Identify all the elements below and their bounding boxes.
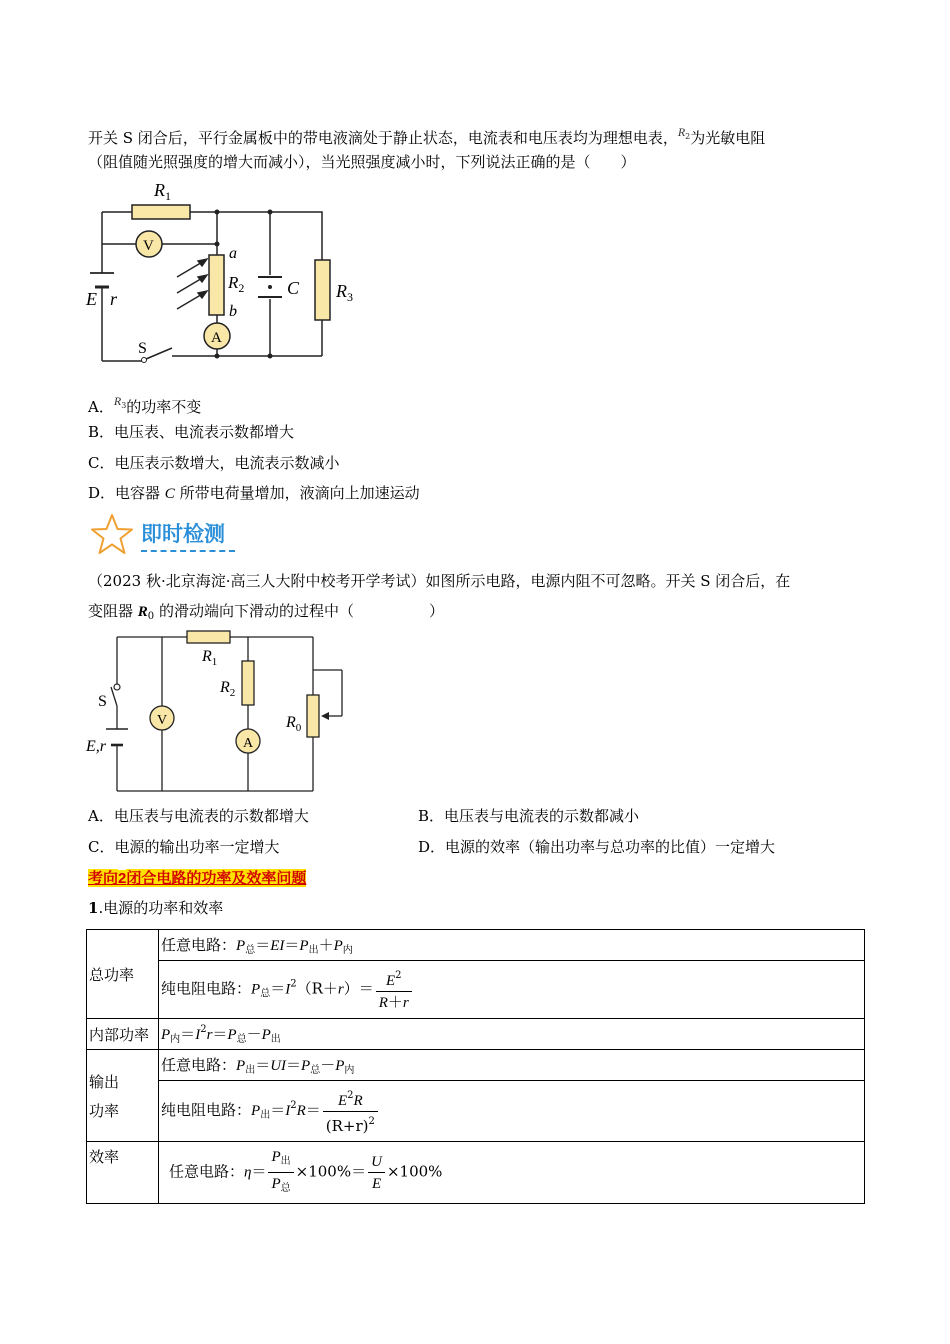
output-power-pure: 纯电阻电路：$P_出=I^2R=$ $\frac{E^2R}{(R+r)^2}$ <box>159 1081 865 1142</box>
r2-resistor <box>242 661 254 705</box>
droplet-dot <box>268 285 272 289</box>
svg-text:E,r: E,r <box>86 738 106 755</box>
q1-stem-line1: 开关 S 闭合后，平行金属板中的带电液滴处于静止状态，电流表和电压表均为理想电表，$^{R2}$为光敏电阻 <box>88 125 766 147</box>
q1-stem-line2: （阻值随光照强度的增大而减小），当光照强度减小时，下列说法正确的是（ ） <box>88 153 636 171</box>
svg-text:C: C <box>287 278 300 298</box>
q1-option-a[interactable]: A．$^{R3}$的功率不变 <box>88 394 202 416</box>
svg-text:S: S <box>138 340 147 357</box>
svg-text:E: E <box>86 289 97 309</box>
total-power-label: 总功率 <box>87 930 159 1019</box>
q2-option-b[interactable]: B．电压表与电流表的示数都减小 <box>418 807 640 825</box>
svg-text:r: r <box>110 289 118 309</box>
total-power-any: 任意电路：$P_总=EI=P_出+P_内$ <box>159 930 865 961</box>
svg-text:R2: $R_2$ <box>228 273 245 295</box>
efficiency-label: 效率 <box>87 1142 159 1204</box>
svg-text:R2: $R_2$ <box>220 679 236 699</box>
power-efficiency-table <box>86 929 865 1204</box>
efficiency-formula: 任意电路：η＝ $\frac{P_出}{P_总}$ ×100%＝ $\frac{U}{E}$ ×100% <box>159 1142 865 1204</box>
q2-option-d[interactable]: D．电源的效率（输出功率与总功率的比值）一定增大 <box>418 838 776 856</box>
svg-text:b: b <box>229 303 237 320</box>
rheostat-slider-arrow <box>321 712 329 720</box>
q2-stem-line2: 变阻器 $R_0$ 的滑动端向下滑动的过程中（ ） <box>88 602 444 622</box>
banner-underline <box>141 550 235 552</box>
svg-text:S: S <box>98 693 107 710</box>
internal-power-formula: $P_内=I^2r=P_总-P_出$ <box>159 1019 865 1050</box>
banner-title: 即时检测 <box>141 522 225 546</box>
r1-resistor <box>132 205 190 219</box>
section-heading: 考向2闭合电路的功率及效率问题 <box>88 869 307 887</box>
svg-text:V: V <box>157 713 168 728</box>
light-arrows <box>177 259 207 309</box>
star-icon <box>88 512 136 558</box>
r3-resistor <box>315 260 330 320</box>
q2-circuit-diagram <box>80 625 370 795</box>
q1-option-b[interactable]: B．电压表、电流表示数都增大 <box>88 423 295 441</box>
svg-text:R3: $R_3$ <box>336 281 353 304</box>
q2-stem-line1: （2023 秋·北京海淀·高三人大附中校考开学考试）如图所示电路，电源内阻不可忽略。开关 S 闭合后，在 <box>88 572 791 590</box>
internal-power-label: 内部功率 <box>87 1019 159 1050</box>
q2-option-a[interactable]: A．电压表与电流表的示数都增大 <box>88 807 309 825</box>
svg-text:A: A <box>243 736 254 751</box>
svg-text:A: A <box>211 330 222 346</box>
output-power-any: 任意电路：$P_出=UI=P_总-P_内$ <box>159 1050 865 1081</box>
output-power-label: 输出 功率 <box>87 1050 159 1142</box>
q2-option-c[interactable]: C．电源的输出功率一定增大 <box>88 838 280 856</box>
r0-rheostat <box>307 695 319 737</box>
section-tag: 考向 <box>88 869 119 887</box>
r1-resistor <box>187 631 230 643</box>
svg-text:R0: $R_0$ <box>286 714 302 734</box>
r2-resistor <box>209 255 224 315</box>
q1-option-c[interactable]: C．电压表示数增大，电流表示数减小 <box>88 454 340 472</box>
svg-text:V: V <box>143 238 154 254</box>
svg-text:R1: $R_1$ <box>202 648 218 668</box>
q1-circuit-diagram <box>80 175 370 370</box>
svg-text:R1: $R_1$ <box>154 180 171 203</box>
section-title: 闭合电路的功率及效率问题 <box>126 869 307 887</box>
subsection-heading: 1.电源的功率和效率 <box>88 899 224 917</box>
total-power-pure: 纯电阻电路：$P_总=I^2(R+r)=$ $\frac{E^2}{R+r}$ <box>159 961 865 1019</box>
q1-option-d[interactable]: D．电容器 C 所带电荷量增加，液滴向上加速运动 <box>88 484 420 502</box>
svg-text:a: a <box>229 245 237 262</box>
